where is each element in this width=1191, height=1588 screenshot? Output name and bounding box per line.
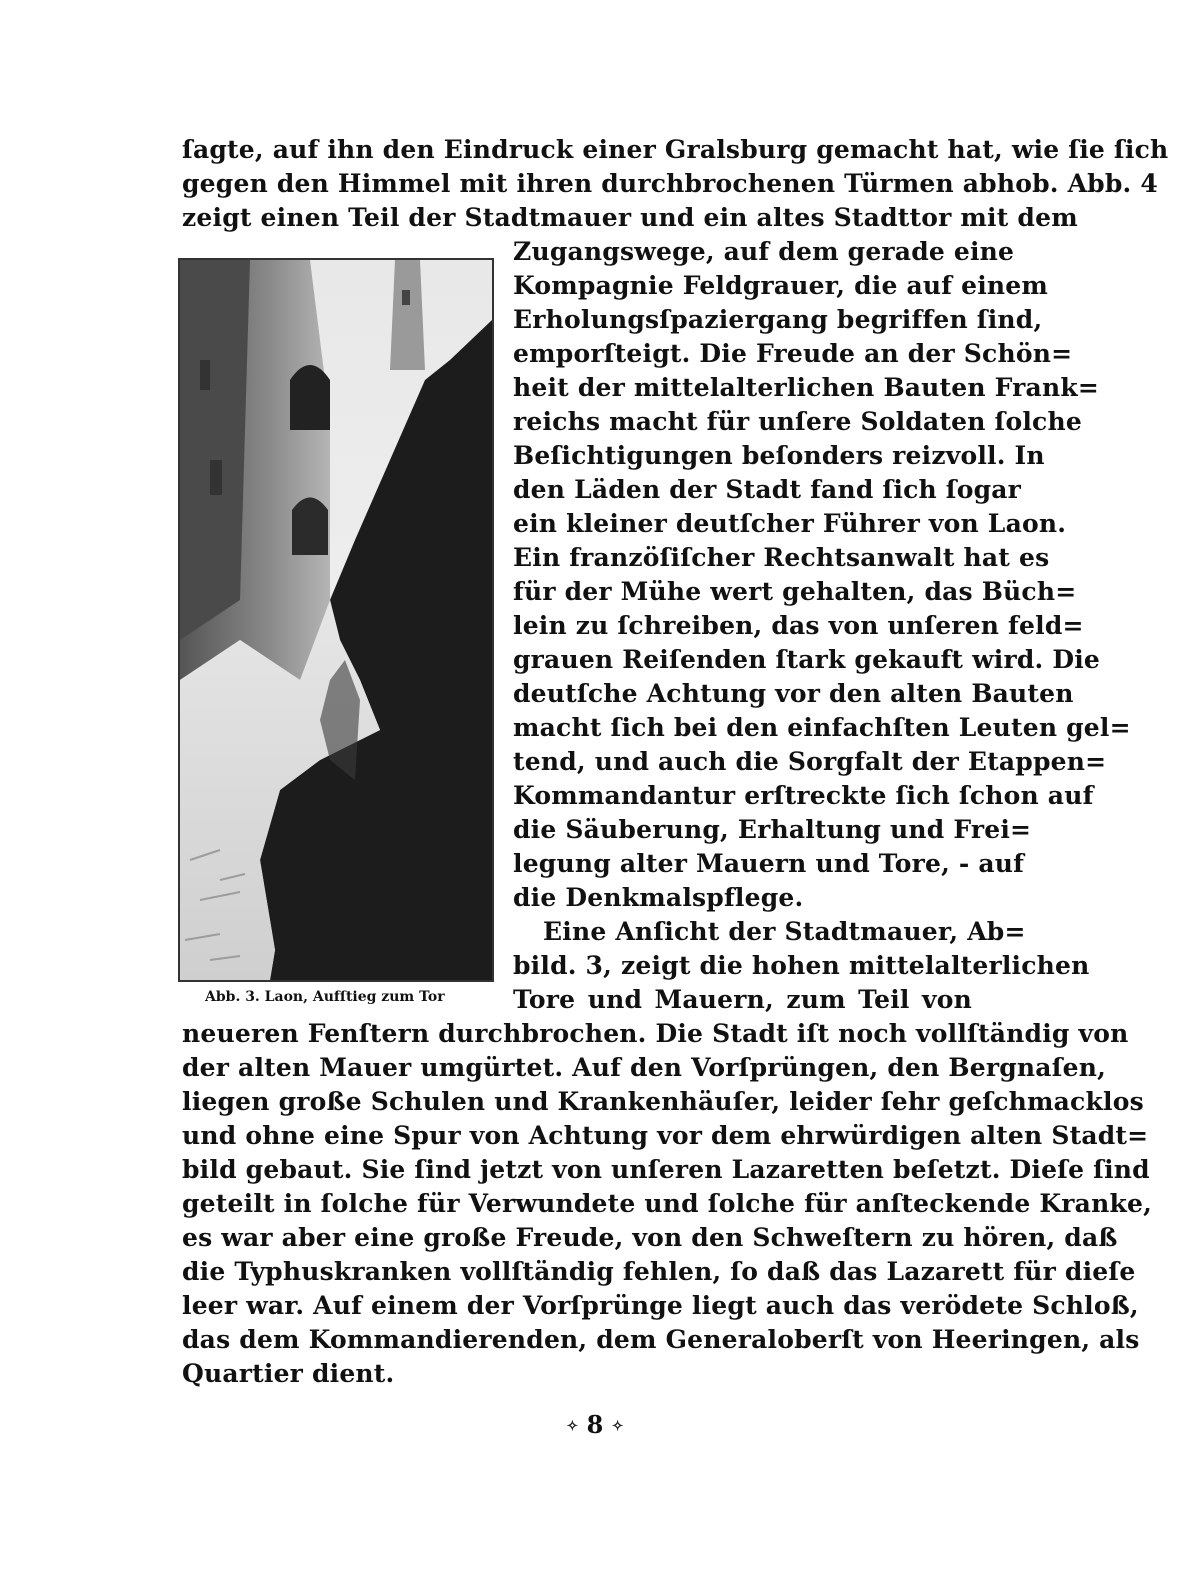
figure-photo	[178, 258, 494, 982]
text-line: Tore und Mauern, zum Teil von	[513, 985, 972, 1014]
text-line: neueren Fenſtern durchbrochen. Die Stadt iſt noch vollſtändig von	[182, 1019, 1129, 1048]
text-line: bild gebaut. Sie ſind jetzt von unſeren Lazaretten beſetzt. Dieſe ſind	[182, 1155, 1150, 1184]
text-line: deutſche Achtung vor den alten Bauten	[513, 679, 1074, 708]
text-line: für der Mühe wert gehalten, das Büch=	[513, 577, 1077, 606]
paragraph-start: Eine Anſicht der Stadtmauer, Ab=	[543, 917, 1026, 946]
text-line: lein zu ſchreiben, das von unſeren feld=	[513, 611, 1084, 640]
text-line: liegen große Schulen und Krankenhäuſer, leider ſehr geſchmacklos	[182, 1087, 1144, 1116]
text-line: leer war. Auf einem der Vorſprünge liegt auch das verödete Schloß,	[182, 1291, 1139, 1320]
text-line: reichs macht für unſere Soldaten ſolche	[513, 407, 1082, 436]
page-number	[520, 1410, 670, 1439]
text-line: Ein franzöſiſcher Rechtsanwalt hat es	[513, 543, 1050, 572]
text-line: geteilt in ſolche für Verwundete und ſolche für anſteckende Kranke,	[182, 1189, 1152, 1218]
text-line: der alten Mauer umgürtet. Auf den Vorſprüngen, den Bergnaſen,	[182, 1053, 1107, 1082]
text-line: grauen Reiſenden ſtark gekauft wird. Die	[513, 645, 1101, 674]
text-line: ein kleiner deutſcher Führer von Laon.	[513, 509, 1067, 538]
photo-street-gate-icon	[180, 260, 492, 980]
text-line: Kompagnie Feldgrauer, die auf einem	[513, 271, 1049, 300]
figure-caption: Abb. 3. Laon, Aufſtieg zum Tor	[205, 989, 445, 1005]
text-line: Beſichtigungen beſonders reizvoll. In	[513, 441, 1045, 470]
text-line: Erholungsſpaziergang begriffen ſind,	[513, 305, 1043, 334]
text-line: legung alter Mauern und Tore, - auf	[513, 849, 1025, 878]
page-number-value: 8	[586, 1410, 604, 1439]
text-line: Kommandantur erſtreckte ſich ſchon auf	[513, 781, 1094, 810]
text-line: das dem Kommandierenden, dem Generaloberſt von Heeringen, als	[182, 1325, 1140, 1354]
text-line: tend, und auch die Sorgfalt der Etappen=	[513, 747, 1107, 776]
text-line: Quartier dient.	[182, 1359, 395, 1388]
text-line: den Läden der Stadt fand ſich ſogar	[513, 475, 1022, 504]
text-line: ſagte, auf ihn den Eindruck einer Gralsburg gemacht hat, wie ſie ſich	[182, 135, 1169, 164]
ornament-icon: ✧	[611, 1418, 624, 1435]
text-line: es war aber eine große Freude, von den Schweſtern zu hören, daß	[182, 1223, 1118, 1252]
text-line: und ohne eine Spur von Achtung vor dem ehrwürdigen alten Stadt=	[182, 1121, 1149, 1150]
text-line: bild. 3, zeigt die hohen mittelalterlichen	[513, 951, 1090, 980]
text-line: emporſteigt. Die Freude an der Schön=	[513, 339, 1073, 368]
text-line: gegen den Himmel mit ihren durchbrochenen Türmen abhob. Abb. 4	[182, 169, 1158, 198]
text-line: die Denkmalspflege.	[513, 883, 804, 912]
text-line: macht ſich bei den einfachſten Leuten gel=	[513, 713, 1131, 742]
text-line: heit der mittelalterlichen Bauten Frank=	[513, 373, 1100, 402]
text-line: Zugangswege, auf dem gerade eine	[513, 237, 1015, 266]
ornament-icon: ✧	[566, 1418, 579, 1435]
text-line: die Typhuskranken vollſtändig fehlen, ſo daß das Lazarett für dieſe	[182, 1257, 1136, 1286]
text-line: zeigt einen Teil der Stadtmauer und ein altes Stadttor mit dem	[182, 203, 1078, 232]
text-line: die Säuberung, Erhaltung und Frei=	[513, 815, 1032, 844]
